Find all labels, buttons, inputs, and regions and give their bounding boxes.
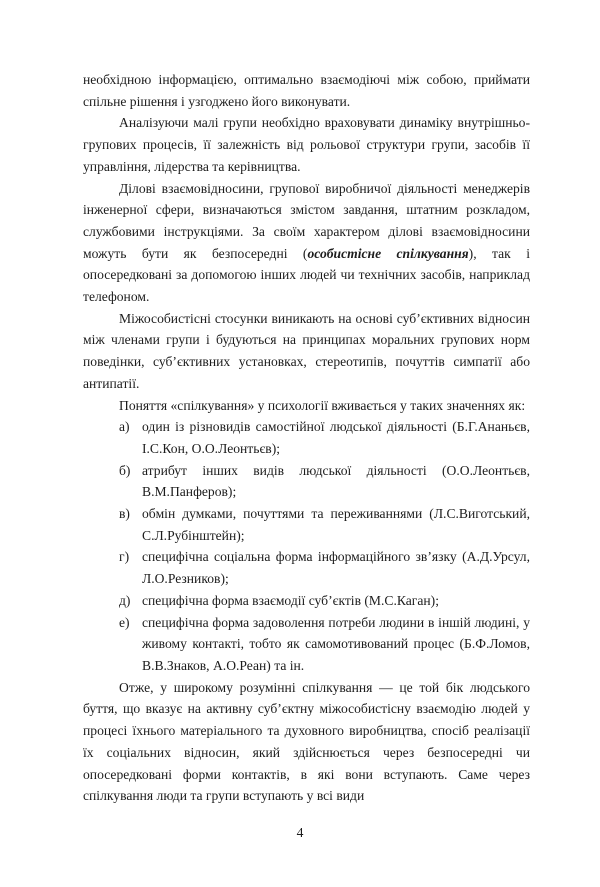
list-marker: а): [119, 419, 130, 435]
list-marker: д): [119, 592, 131, 608]
body-text: [83, 69, 530, 807]
list-item: [83, 460, 530, 503]
list-item: [83, 612, 530, 677]
meanings-list: [83, 416, 530, 676]
paragraph-continuation: необхідною інформацією, оптимально взаємодіючі між собою, приймати спільне рішення і узгоджено його виконувати.: [83, 72, 530, 109]
paragraph-text: Ділові взаємовідносини, групової виробничої діяльності менеджерів інженерної сфери, визначаються змістом завдання, штатним розкладом, службовими інструкціями. За своїм характером ділові взаємовідносини можуть бути як безпосередні (: [83, 180, 530, 261]
list-marker: е): [119, 614, 130, 630]
list-item-text: обмін думками, почуттями та переживаннями (Л.С.Виготський, С.Л.Рубінштейн);: [142, 506, 530, 543]
list-marker: б): [119, 462, 131, 478]
paragraph-business-relations: [83, 178, 530, 308]
list-item-text: специфічна соціальна форма інформаційного зв’язку (А.Д.Урсул, Л.О.Резников);: [142, 549, 530, 587]
list-item: [83, 503, 530, 546]
list-item-text: атрибут інших видів людської діяльності (О.О.Леонтьєв, В.М.Панферов);: [142, 462, 530, 500]
list-item: [83, 416, 530, 459]
list-marker: г): [119, 549, 130, 565]
list-item: [83, 546, 530, 589]
list-marker: в): [119, 506, 130, 522]
list-item-text: специфічна форма задоволення потреби людини в іншій людині, у живому контакті, тобто як самомотивований процес (Б.Ф.Ломов, В.В.Знаков, А.О.Реан) та ін.: [142, 614, 530, 673]
list-item-text: специфічна форма взаємодії суб’єктів (М.С.Каган);: [142, 592, 439, 608]
paragraph-small-groups: Аналізуючи малі групи необхідно враховувати динаміку внутрішньо-групових процесів, її залежність від рольової структури групи, засобів її управління, лідерства та керівництва.: [83, 115, 530, 174]
paragraph-interpersonal: Міжособистісні стосунки виникають на основі суб’єктивних відносин між членами групи і будуються на принципах моральних групових норм поведінки, суб’єктивних установках, стереотипів, почуттів симпатії або антипатії.: [83, 310, 530, 391]
emphasis-term: особистісне спілкування: [307, 245, 469, 261]
paragraph-concept-intro: Поняття «спілкування» у психології вживається у таких значеннях як:: [119, 397, 526, 413]
page-number: 4: [296, 825, 304, 840]
paragraph-text: ), так і опосередковані за допомогою інших людей чи технічних засобів, наприклад телефоном.: [83, 245, 530, 305]
list-item: [83, 590, 530, 612]
list-item-text: один із різновидів самостійної людської діяльності (Б.Г.Ананьєв, І.С.Кон, О.О.Леонтьєв);: [142, 419, 530, 456]
paragraph-conclusion: Отже, у широкому розумінні спілкування — це той бік людського буття, що вказує на активну суб’єктну міжособистісну взаємодію людей у процесі їхнього матеріального та духовного виробництва, спосіб реалізації їх соціальних відносин, який здійснюється через безпосередні чи опосередковані форми контактів, в які вони вступають. Саме через спілкування люди та групи вступають у всі види: [83, 679, 530, 804]
